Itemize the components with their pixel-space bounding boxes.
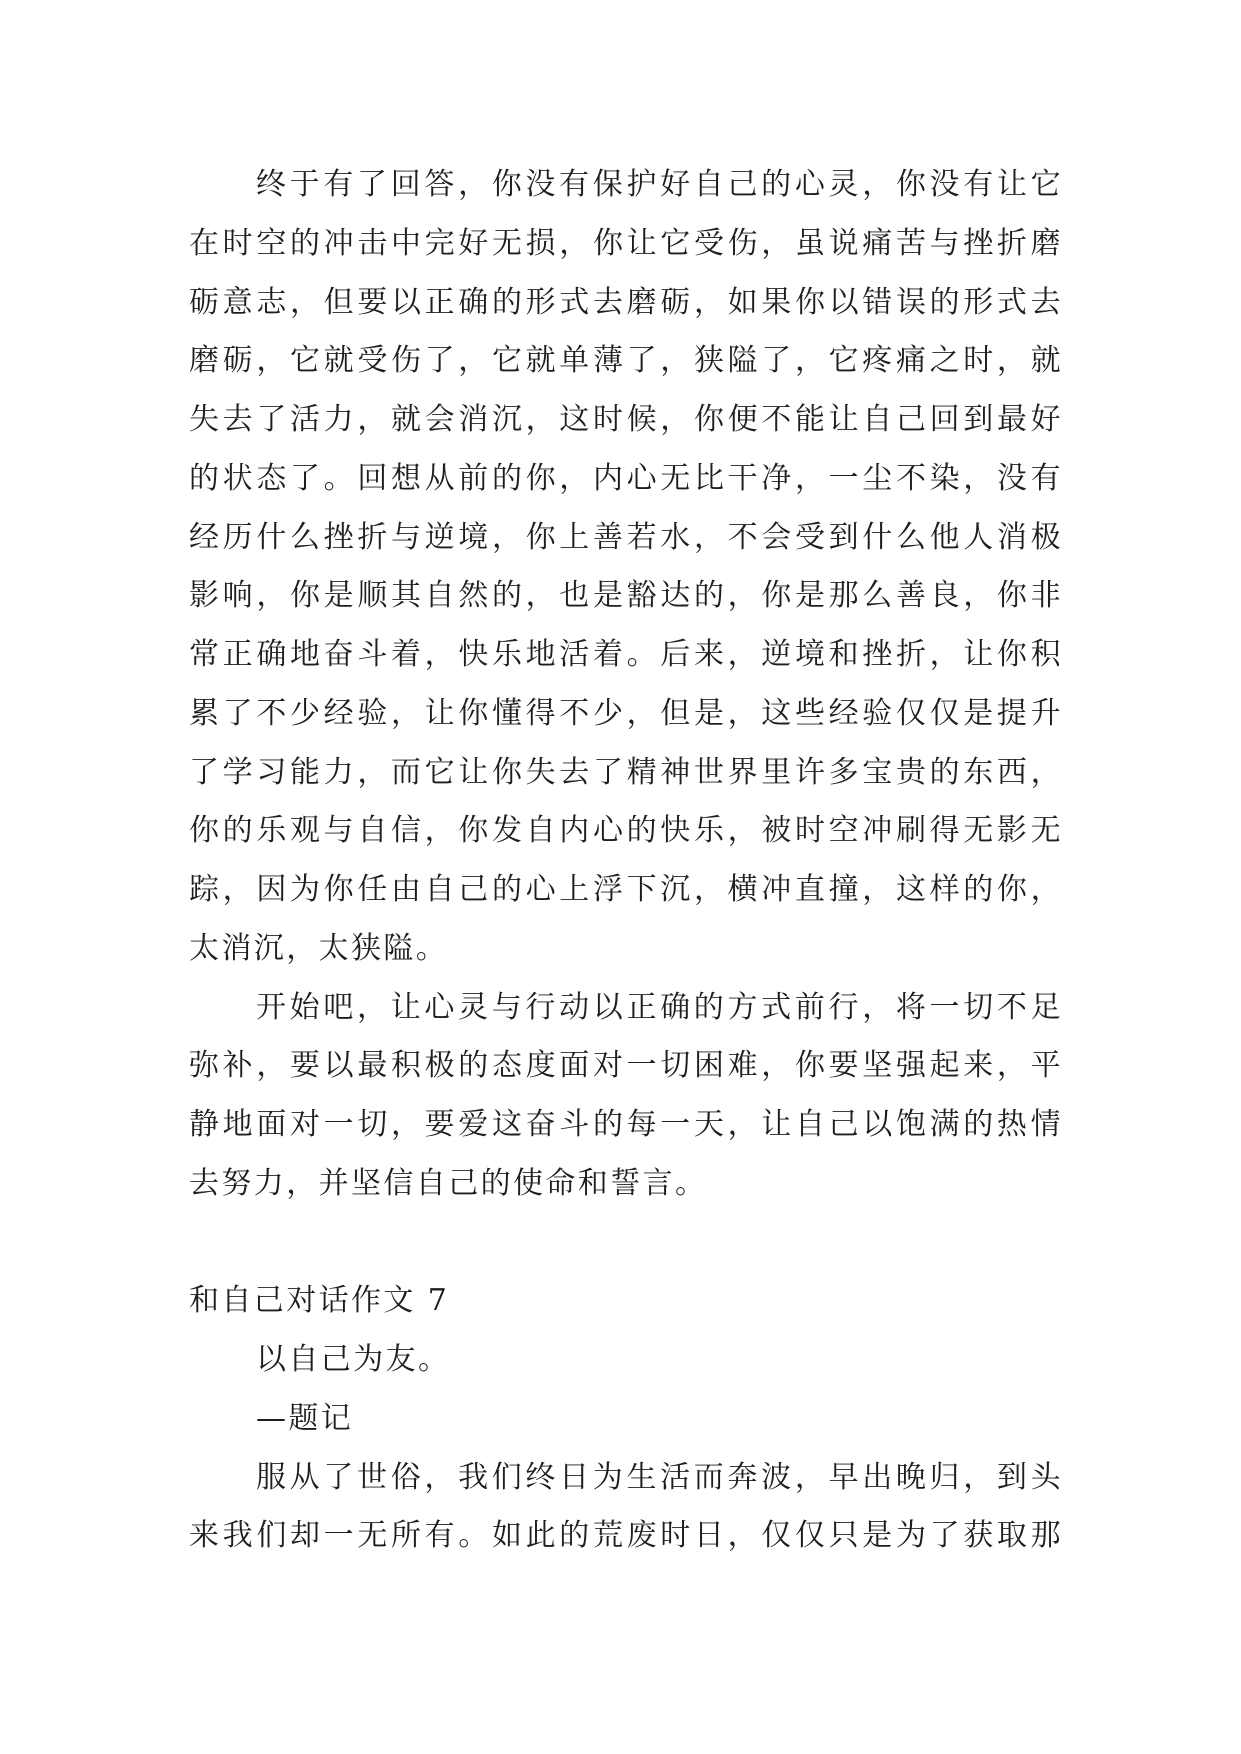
text-line: 弥补，要以最积极的态度面对一切困难，你要坚强起来，平 [189,1048,1063,1084]
text-line: 常正确地奋斗着，快乐地活着。后来，逆境和挫折，让你积 [189,637,1063,672]
document-page [189,156,1063,1566]
essay-7 [189,1272,1063,1566]
paragraph [189,1449,1063,1567]
epigraph-attribution: —题记 [256,1400,354,1436]
text-line: 的状态了。回想从前的你，内心无比干净，一尘不染，没有 [189,460,1063,496]
paragraph [189,979,1063,1214]
text-line: 失去了活力，就会消沉，这时候，你便不能让自己回到最好 [189,402,1063,437]
text-line: 踪，因为你任由自己的心上浮下沉，横冲直撞，这样的你， [189,872,1063,907]
blank-line [189,1214,1063,1273]
text-line: 开始吧，让心灵与行动以正确的方式前行，将一切不足 [256,989,1063,1025]
text-line: 终于有了回答，你没有保护好自己的心灵，你没有让它 [256,167,1063,202]
text-line: 来我们却一无所有。如此的荒废时日，仅仅只是为了获取那 [189,1518,1063,1554]
epigraph: 以自己为友。 [256,1342,451,1377]
essay-title: 和自己对话作文 7 [189,1283,450,1319]
text-line: 你的乐观与自信，你发自内心的快乐，被时空冲刷得无影无 [189,813,1063,849]
text-line: 经历什么挫折与逆境，你上善若水，不会受到什么他人消极 [189,519,1063,555]
text-line: 太消沉，太狭隘。 [189,930,449,966]
text-line: 砺意志，但要以正确的形式去磨砺，如果你以错误的形式去 [189,284,1063,320]
text-line: 去努力，并坚信自己的使命和誓言。 [189,1165,708,1201]
previous-essay-continuation [189,156,1063,1214]
text-line: 磨砺，它就受伤了，它就单薄了，狭隘了，它疼痛之时，就 [189,343,1063,379]
text-line: 累了不少经验，让你懂得不少，但是，这些经验仅仅是提升 [189,695,1063,731]
text-line: 服从了世俗，我们终日为生活而奔波，早出晚归，到头 [256,1459,1063,1495]
paragraph [189,156,1063,979]
text-line: 影响，你是顺其自然的，也是豁达的，你是那么善良，你非 [189,578,1063,614]
text-line: 了学习能力，而它让你失去了精神世界里许多宝贵的东西， [189,754,1063,790]
text-line: 在时空的冲击中完好无损，你让它受伤，虽说痛苦与挫折磨 [189,225,1063,261]
text-line: 静地面对一切，要爱这奋斗的每一天，让自己以饱满的热情 [189,1107,1063,1142]
